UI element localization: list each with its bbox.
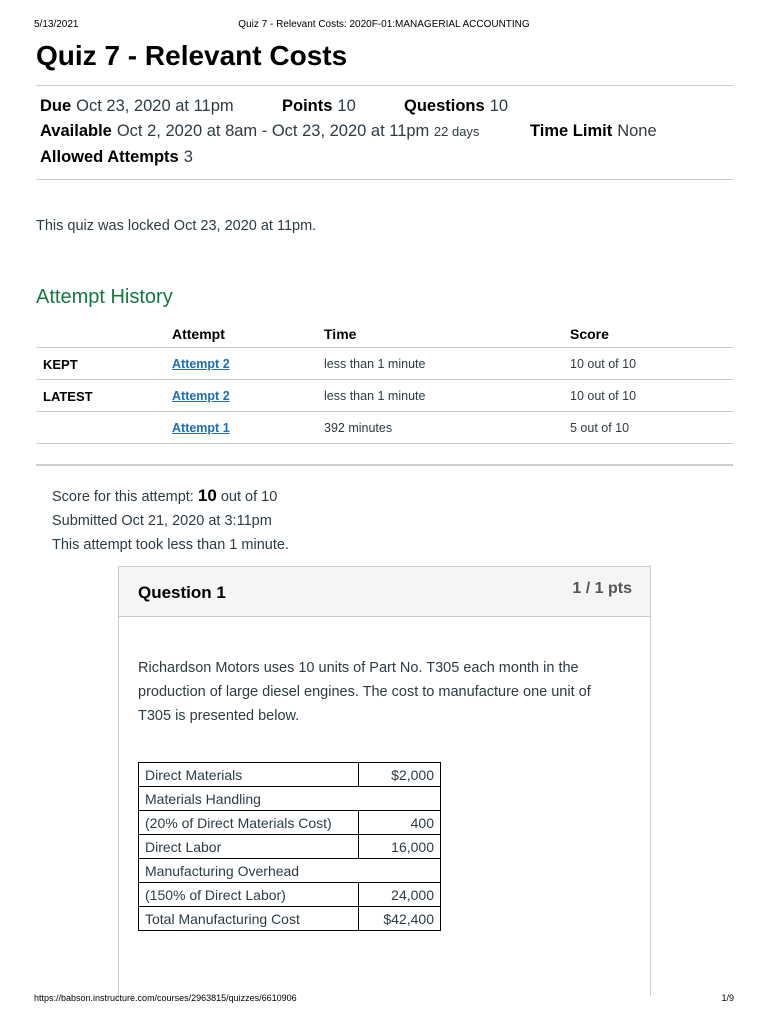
score-suffix: out of 10 [220,489,278,505]
available-label: Available [40,122,112,140]
attempt-link[interactable]: Attempt 2 [172,389,230,403]
attempt-time: less than 1 minute [324,357,426,371]
points-value: 10 [337,97,356,115]
cost-label: Direct Materials [139,763,359,787]
attempts-info [40,148,193,167]
locked-message: This quiz was locked Oct 23, 2020 at 11pm. [36,218,317,234]
table-row [36,412,733,444]
question-points: 1 / 1 pts [572,580,632,597]
cost-value: $42,400 [359,907,441,931]
attempt-duration: This attempt took less than 1 minute. [52,537,289,553]
attempt-time: less than 1 minute [324,389,426,403]
cost-label: Direct Labor [139,835,359,859]
table-row [139,883,441,907]
questions-info [404,97,508,116]
table-header-row [36,320,733,348]
table-row [139,835,441,859]
attempt-score: 5 out of 10 [570,421,630,435]
time-limit-label: Time Limit [530,122,613,140]
submitted-time: Submitted Oct 21, 2020 at 3:11pm [52,513,272,529]
table-row [36,348,733,380]
attempt-link[interactable]: Attempt 1 [172,421,230,435]
cost-value: 24,000 [359,883,441,907]
cost-label: Total Manufacturing Cost [139,907,359,931]
questions-value: 10 [489,97,509,115]
cost-label: Materials Handling [139,787,441,811]
print-date: 5/13/2021 [34,19,79,30]
page-title: Quiz 7 - Relevant Costs [36,40,348,71]
cost-value: $2,000 [359,763,441,787]
cost-value: 16,000 [359,835,441,859]
cost-value: 400 [359,811,441,835]
attempt-link[interactable]: Attempt 2 [172,357,230,371]
score-line [52,484,289,509]
table-row [139,859,441,883]
column-header-score: Score [570,326,609,342]
score-prefix: Score for this attempt: [52,489,194,505]
due-label: Due [40,97,72,115]
questions-label: Questions [404,97,485,115]
column-header-time: Time [324,326,357,342]
points-info [282,97,356,116]
score-summary [52,484,289,557]
divider [36,85,733,86]
available-days: 22 days [433,124,480,139]
print-page-number: 1/9 [721,993,734,1003]
time-limit-info [530,122,657,141]
attempt-score: 10 out of 10 [570,357,637,371]
attempts-value: 3 [183,148,193,166]
print-title: Quiz 7 - Relevant Costs: 2020F-01:MANAGERIAL ACCOUNTING [238,19,530,30]
attempt-time: 392 minutes [324,421,393,435]
question-header [119,567,650,617]
available-value: Oct 2, 2020 at 8am - Oct 23, 2020 at 11pm [116,122,430,140]
question-card [118,566,651,996]
divider [36,464,733,466]
attempts-label: Allowed Attempts [40,148,179,166]
print-header [0,19,768,31]
cost-label: (150% of Direct Labor) [139,883,359,907]
question-title: Question 1 [138,583,226,602]
attempt-history-table [36,320,733,444]
cost-label: Manufacturing Overhead [139,859,441,883]
divider [36,179,733,180]
table-row [139,787,441,811]
cost-label: (20% of Direct Materials Cost) [139,811,359,835]
cost-table [138,762,441,931]
due-value: Oct 23, 2020 at 11pm [76,97,234,115]
table-row [139,907,441,931]
row-label: KEPT [43,357,78,372]
attempt-score: 10 out of 10 [570,389,637,403]
table-row [36,380,733,412]
attempt-history-heading: Attempt History [36,286,173,308]
column-header-attempt: Attempt [172,326,225,342]
points-label: Points [282,97,333,115]
available-info [40,122,479,141]
row-label: LATEST [43,389,93,404]
score-value: 10 [197,486,217,505]
question-text: Richardson Motors uses 10 units of Part No. T305 each month in the production of large diesel engines. The cost to manufacture one unit of T305 is presented below. [138,660,591,724]
time-limit-value: None [617,122,657,140]
table-row [139,763,441,787]
print-footer [0,993,768,1005]
print-url: https://babson.instructure.com/courses/2963815/quizzes/6610906 [34,993,297,1003]
due-info [40,97,234,116]
table-row [139,811,441,835]
